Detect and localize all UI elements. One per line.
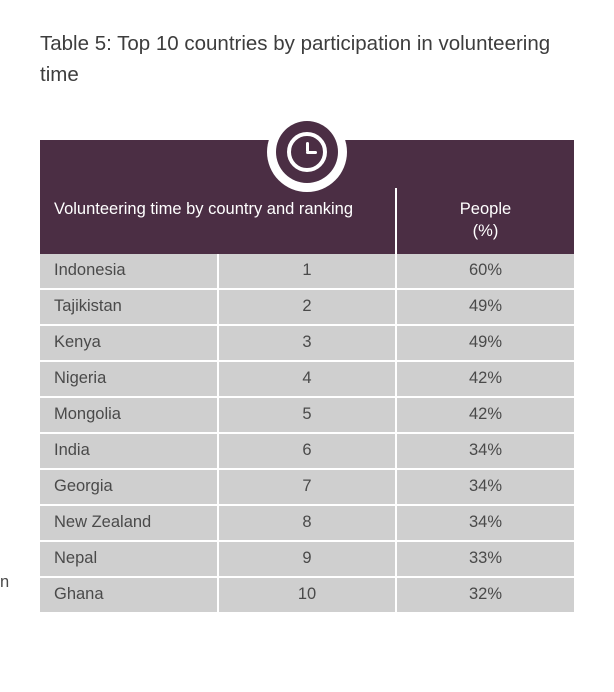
cell-country: Nepal <box>40 541 218 577</box>
table-body <box>40 254 574 612</box>
cell-rank: 5 <box>218 397 396 433</box>
table-row <box>40 469 574 505</box>
cell-country: Ghana <box>40 577 218 612</box>
table-row <box>40 289 574 325</box>
cell-country: Tajikistan <box>40 289 218 325</box>
table-row <box>40 361 574 397</box>
cell-people-pct: 34% <box>396 505 574 541</box>
page-title: Table 5: Top 10 countries by participation in volunteering time <box>40 32 551 86</box>
table-head <box>40 188 574 254</box>
cell-rank: 1 <box>218 254 396 289</box>
cell-rank: 9 <box>218 541 396 577</box>
table-row <box>40 397 574 433</box>
cell-people-pct: 34% <box>396 469 574 505</box>
table-row <box>40 505 574 541</box>
cell-people-pct: 49% <box>396 289 574 325</box>
cell-people-pct: 32% <box>396 577 574 612</box>
cell-people-pct: 60% <box>396 254 574 289</box>
table-row <box>40 254 574 289</box>
clock-minute-hand <box>306 151 317 154</box>
cell-people-pct: 49% <box>396 325 574 361</box>
cell-rank: 6 <box>218 433 396 469</box>
cell-rank: 7 <box>218 469 396 505</box>
cell-country: Georgia <box>40 469 218 505</box>
table-header-row <box>40 188 574 254</box>
cell-country: Kenya <box>40 325 218 361</box>
cell-country: Mongolia <box>40 397 218 433</box>
column-header-people-pct <box>396 188 574 254</box>
table-row <box>40 541 574 577</box>
clock-face <box>287 132 327 172</box>
table-row <box>40 325 574 361</box>
clock-icon <box>267 112 347 192</box>
cell-people-pct: 42% <box>396 361 574 397</box>
cell-rank: 2 <box>218 289 396 325</box>
cell-country: New Zealand <box>40 505 218 541</box>
column-header-country-rank: Volunteering time by country and ranking <box>40 188 396 254</box>
cell-people-pct: 42% <box>396 397 574 433</box>
table-row <box>40 433 574 469</box>
table-container <box>40 140 574 612</box>
cell-people-pct: 33% <box>396 541 574 577</box>
cell-rank: 10 <box>218 577 396 612</box>
page-edge-text-fragment: n <box>0 573 10 591</box>
cell-country: Indonesia <box>40 254 218 289</box>
cell-rank: 8 <box>218 505 396 541</box>
cell-country: Nigeria <box>40 361 218 397</box>
cell-rank: 3 <box>218 325 396 361</box>
column-header-people-line2: (%) <box>472 222 499 240</box>
column-header-people-line1: People <box>459 200 512 218</box>
cell-country: India <box>40 433 218 469</box>
volunteering-table <box>40 188 574 612</box>
clock-icon-inner <box>276 121 338 183</box>
table-row <box>40 577 574 612</box>
cell-rank: 4 <box>218 361 396 397</box>
cell-people-pct: 34% <box>396 433 574 469</box>
